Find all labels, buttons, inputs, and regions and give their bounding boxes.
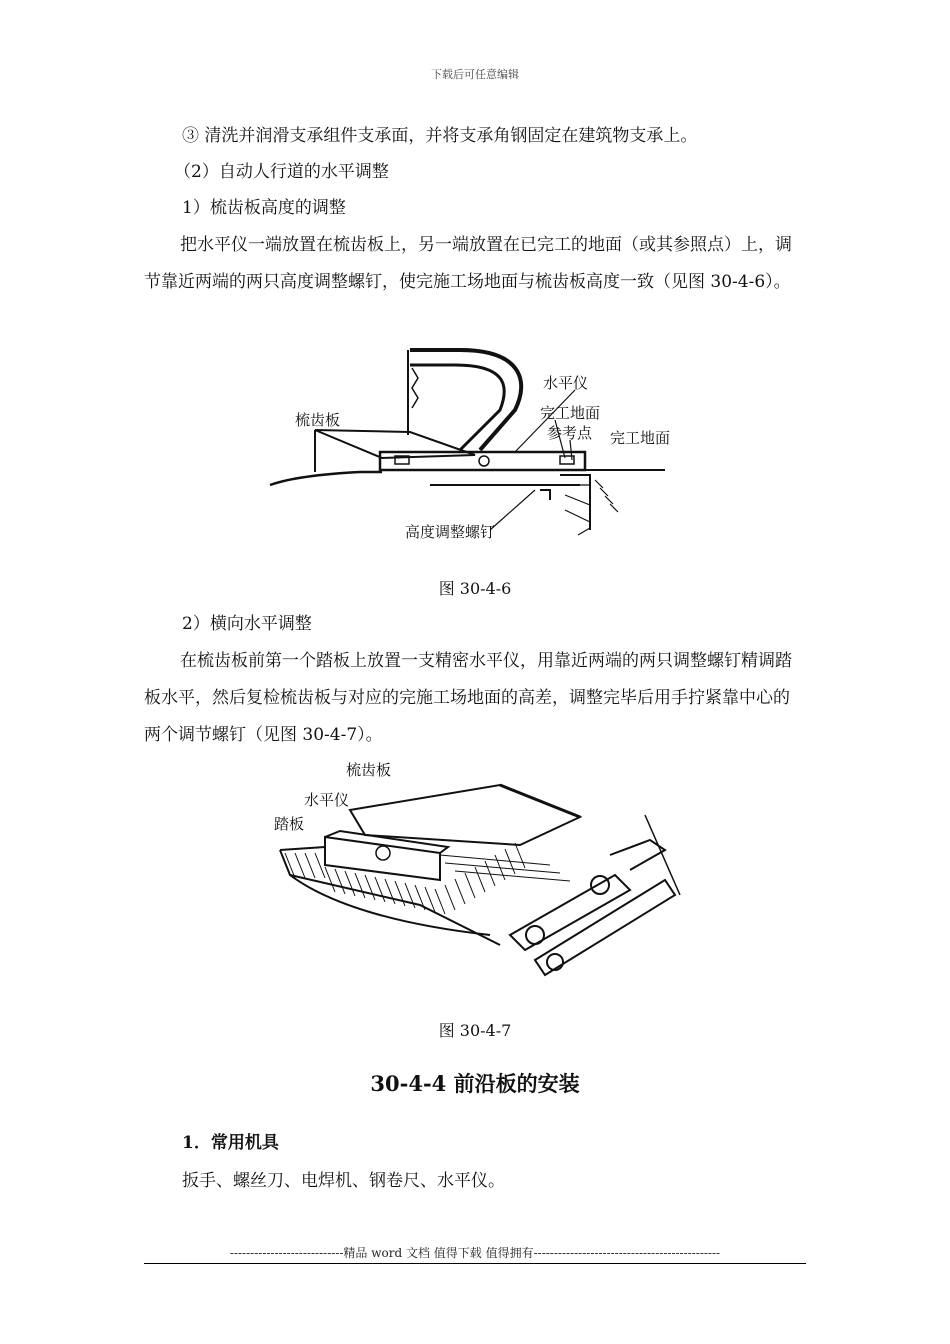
fig1-label-finished-floor-ref: 完工地面 — [540, 404, 601, 422]
page-header: 下载后可任意编辑 — [431, 68, 519, 81]
page-footer: ----------------------------精品 word 文档 值得下载 值得拥有---------------------------------------------- — [229, 1246, 721, 1260]
paragraph-tools-list: 扳手、螺丝刀、电焊机、钢卷尺、水平仪。 — [182, 1171, 505, 1191]
paragraph-lateral-adjustment: 在梳齿板前第一个踏板上放置一支精密水平仪，用靠近两端的两只调整螺钉精调踏板水平，然后复检梳齿板与对应的完施工场地面的高差，调整完毕后用手拧紧靠中心的两个调节螺钉（见图 30-4-7）。 — [144, 651, 792, 745]
heading-comb-height: 1）梳齿板高度的调整 — [182, 198, 346, 218]
footer-divider — [144, 1263, 806, 1264]
subsection-tools: 1．常用机具 — [182, 1133, 279, 1153]
fig1-label-height-screw: 高度调整螺钉 — [405, 523, 496, 541]
heading-horizontal-adjustment: （2）自动人行道的水平调整 — [174, 162, 389, 182]
fig2-label-comb-plate: 梳齿板 — [346, 761, 392, 779]
figure-30-4-6 — [260, 340, 700, 550]
figure2-drawing — [280, 785, 680, 975]
section-title: 30-4-4 前沿板的安装 — [370, 1071, 580, 1096]
fig2-label-step: 踏板 — [274, 815, 305, 833]
heading-lateral-adjustment: 2）横向水平调整 — [182, 614, 312, 634]
fig1-label-finished-floor: 完工地面 — [610, 429, 671, 447]
figure-30-4-7-caption: 图 30-4-7 — [438, 1021, 512, 1040]
figure1-drawing — [270, 350, 665, 535]
paragraph-comb-height: 把水平仪一端放置在梳齿板上，另一端放置在已完工的地面（或其参照点）上，调节靠近两端的两只高度调整螺钉，使完施工场地面与梳齿板高度一致（见图 30-4-6）。 — [144, 235, 792, 292]
fig2-label-level: 水平仪 — [304, 791, 350, 809]
paragraph-step-3: ③ 清洗并润滑支承组件支承面，并将支承角钢固定在建筑物支承上。 — [182, 126, 698, 146]
fig1-label-level: 水平仪 — [543, 374, 589, 392]
fig1-label-comb-plate: 梳齿板 — [295, 411, 341, 429]
fig1-label-reference-point: 参考点 — [547, 424, 593, 442]
figure-30-4-7 — [270, 755, 690, 985]
figure-30-4-6-caption: 图 30-4-6 — [438, 579, 512, 598]
